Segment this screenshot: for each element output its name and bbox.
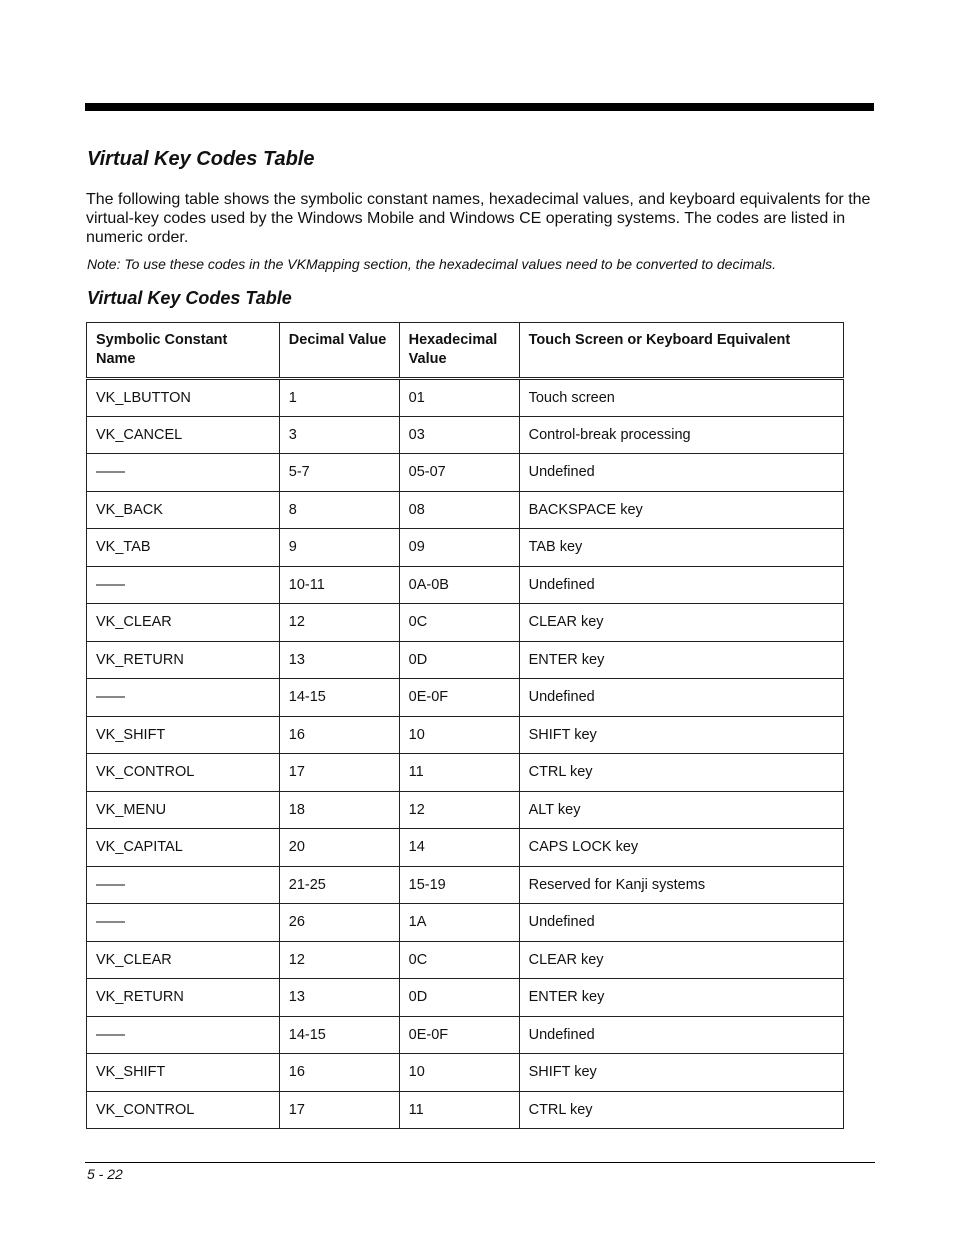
cell-keyboard-equivalent: SHIFT key: [519, 1054, 843, 1092]
cell-hexadecimal-value: 05-07: [399, 454, 519, 492]
cell-symbolic-constant: VK_RETURN: [87, 979, 280, 1017]
cell-decimal-value: 3: [279, 416, 399, 454]
cell-decimal-value: 10-11: [279, 566, 399, 604]
cell-hexadecimal-value: 0D: [399, 979, 519, 1017]
cell-hexadecimal-value: 11: [399, 754, 519, 792]
cell-keyboard-equivalent: SHIFT key: [519, 716, 843, 754]
cell-decimal-value: 8: [279, 491, 399, 529]
header-decimal-value: Decimal Value: [279, 323, 399, 379]
cell-symbolic-constant: VK_CANCEL: [87, 416, 280, 454]
table-row: [87, 379, 844, 417]
cell-keyboard-equivalent: CAPS LOCK key: [519, 829, 843, 867]
cell-hexadecimal-value: 12: [399, 791, 519, 829]
table-row: [87, 754, 844, 792]
cell-keyboard-equivalent: CLEAR key: [519, 941, 843, 979]
cell-symbolic-constant: VK_CLEAR: [87, 604, 280, 642]
table-row: [87, 1054, 844, 1092]
cell-keyboard-equivalent: Control-break processing: [519, 416, 843, 454]
table-row: [87, 491, 844, 529]
cell-keyboard-equivalent: Undefined: [519, 566, 843, 604]
cell-symbolic-constant: ——: [87, 904, 280, 942]
header-symbolic-constant-name: Symbolic Constant Name: [87, 323, 280, 379]
cell-hexadecimal-value: 0C: [399, 604, 519, 642]
header-rule: [85, 103, 874, 111]
cell-hexadecimal-value: 10: [399, 1054, 519, 1092]
cell-hexadecimal-value: 0E-0F: [399, 679, 519, 717]
footer-rule: [85, 1162, 875, 1163]
cell-hexadecimal-value: 15-19: [399, 866, 519, 904]
table-row: [87, 829, 844, 867]
table-title: Virtual Key Codes Table: [87, 288, 292, 308]
cell-hexadecimal-value: 11: [399, 1091, 519, 1129]
cell-decimal-value: 5-7: [279, 454, 399, 492]
cell-keyboard-equivalent: CTRL key: [519, 1091, 843, 1129]
cell-symbolic-constant: VK_MENU: [87, 791, 280, 829]
cell-keyboard-equivalent: Touch screen: [519, 379, 843, 417]
cell-symbolic-constant: ——: [87, 866, 280, 904]
table-row: [87, 979, 844, 1017]
cell-symbolic-constant: ——: [87, 679, 280, 717]
cell-hexadecimal-value: 0C: [399, 941, 519, 979]
cell-hexadecimal-value: 03: [399, 416, 519, 454]
cell-hexadecimal-value: 08: [399, 491, 519, 529]
cell-decimal-value: 14-15: [279, 1016, 399, 1054]
cell-keyboard-equivalent: BACKSPACE key: [519, 491, 843, 529]
cell-keyboard-equivalent: ALT key: [519, 791, 843, 829]
cell-symbolic-constant: VK_RETURN: [87, 641, 280, 679]
table-row: [87, 529, 844, 567]
cell-decimal-value: 12: [279, 941, 399, 979]
table-row: [87, 1016, 844, 1054]
cell-decimal-value: 9: [279, 529, 399, 567]
table-row: [87, 566, 844, 604]
header-hexadecimal-value: Hexadecimal Value: [399, 323, 519, 379]
table-row: [87, 866, 844, 904]
cell-decimal-value: 17: [279, 754, 399, 792]
cell-hexadecimal-value: 09: [399, 529, 519, 567]
cell-decimal-value: 18: [279, 791, 399, 829]
table-row: [87, 679, 844, 717]
cell-symbolic-constant: ——: [87, 566, 280, 604]
cell-keyboard-equivalent: ENTER key: [519, 641, 843, 679]
cell-keyboard-equivalent: Undefined: [519, 1016, 843, 1054]
cell-decimal-value: 14-15: [279, 679, 399, 717]
table-row: [87, 1091, 844, 1129]
cell-symbolic-constant: VK_BACK: [87, 491, 280, 529]
cell-symbolic-constant: ——: [87, 1016, 280, 1054]
table-row: [87, 716, 844, 754]
cell-hexadecimal-value: 0A-0B: [399, 566, 519, 604]
cell-keyboard-equivalent: CLEAR key: [519, 604, 843, 642]
table-row: [87, 941, 844, 979]
virtual-key-codes-table: [86, 322, 844, 1129]
cell-symbolic-constant: VK_CONTROL: [87, 1091, 280, 1129]
cell-decimal-value: 12: [279, 604, 399, 642]
cell-symbolic-constant: VK_TAB: [87, 529, 280, 567]
cell-symbolic-constant: VK_SHIFT: [87, 716, 280, 754]
table-row: [87, 641, 844, 679]
cell-hexadecimal-value: 0E-0F: [399, 1016, 519, 1054]
cell-symbolic-constant: VK_SHIFT: [87, 1054, 280, 1092]
cell-decimal-value: 1: [279, 379, 399, 417]
cell-decimal-value: 16: [279, 1054, 399, 1092]
cell-hexadecimal-value: 1A: [399, 904, 519, 942]
cell-hexadecimal-value: 10: [399, 716, 519, 754]
table-row: [87, 904, 844, 942]
cell-symbolic-constant: VK_CONTROL: [87, 754, 280, 792]
cell-hexadecimal-value: 14: [399, 829, 519, 867]
table-header: [87, 323, 844, 379]
header-row: [87, 323, 844, 379]
cell-decimal-value: 13: [279, 979, 399, 1017]
cell-hexadecimal-value: 0D: [399, 641, 519, 679]
intro-paragraph: The following table shows the symbolic constant names, hexadecimal values, and keyboard equivalents for the virtual-key codes used by the Windows Mobile and Windows CE operating systems. The codes are listed in numeric order.: [86, 191, 871, 246]
table-row: [87, 791, 844, 829]
cell-symbolic-constant: VK_CLEAR: [87, 941, 280, 979]
cell-keyboard-equivalent: CTRL key: [519, 754, 843, 792]
cell-symbolic-constant: ——: [87, 454, 280, 492]
cell-decimal-value: 16: [279, 716, 399, 754]
cell-decimal-value: 20: [279, 829, 399, 867]
cell-symbolic-constant: VK_CAPITAL: [87, 829, 280, 867]
table-row: [87, 416, 844, 454]
cell-keyboard-equivalent: Undefined: [519, 904, 843, 942]
cell-symbolic-constant: VK_LBUTTON: [87, 379, 280, 417]
table-row: [87, 454, 844, 492]
cell-decimal-value: 17: [279, 1091, 399, 1129]
cell-keyboard-equivalent: Reserved for Kanji systems: [519, 866, 843, 904]
cell-decimal-value: 26: [279, 904, 399, 942]
cell-keyboard-equivalent: Undefined: [519, 679, 843, 717]
table-row: [87, 604, 844, 642]
header-keyboard-equivalent: Touch Screen or Keyboard Equivalent: [519, 323, 843, 379]
cell-keyboard-equivalent: Undefined: [519, 454, 843, 492]
cell-decimal-value: 21-25: [279, 866, 399, 904]
cell-keyboard-equivalent: ENTER key: [519, 979, 843, 1017]
table-body: [87, 379, 844, 1129]
cell-decimal-value: 13: [279, 641, 399, 679]
cell-keyboard-equivalent: TAB key: [519, 529, 843, 567]
note-text: Note: To use these codes in the VKMapping section, the hexadecimal values need to be converted to decimals.: [87, 256, 777, 272]
cell-hexadecimal-value: 01: [399, 379, 519, 417]
page-number: 5 - 22: [87, 1166, 123, 1182]
section-title: Virtual Key Codes Table: [87, 148, 315, 170]
